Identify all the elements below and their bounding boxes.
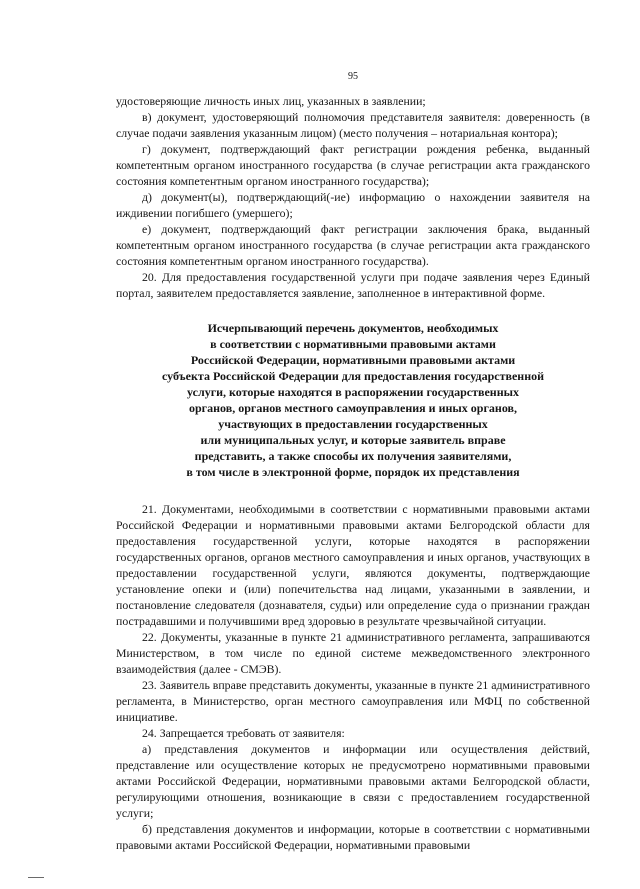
paragraph: 24. Запрещается требовать от заявителя: bbox=[142, 726, 345, 740]
heading-line: услуги, которые находятся в распоряжении государственных bbox=[187, 385, 519, 399]
heading-line: в соответствии с нормативными правовыми актами bbox=[210, 337, 496, 351]
paragraphs-top bbox=[116, 93, 590, 301]
paragraph: г) документ, подтверждающий факт регистрации рождения ребенка, выданный компетентным органом иностранного государства (в случае регистрации акта гражданского состояния компетентным органом иностранного государства); bbox=[116, 142, 590, 188]
paragraph: 23. Заявитель вправе представить документы, указанные в пункте 21 административного регламента, в Министерство, орган местного самоуправления или МФЦ по собственной инициативе. bbox=[116, 678, 590, 724]
heading-line: органов, органов местного самоуправления и иных органов, bbox=[188, 401, 518, 415]
heading-line: в том числе в электронной форме, порядок их представления bbox=[186, 465, 520, 479]
paragraph: 20. Для предоставления государственной услуги при подаче заявления через Единый портал, заявителем предоставляется заявление, заполненное в интерактивной форме. bbox=[116, 270, 590, 300]
heading-line: субъекта Российской Федерации для предоставления государственной bbox=[161, 369, 545, 383]
paragraph: б) представления документов и информации, которые в соответствии с нормативными правовыми актами Российской Федерации, нормативными правовыми bbox=[116, 822, 590, 852]
heading-line: Исчерпывающий перечень документов, необходимых bbox=[207, 321, 499, 335]
scan-mark bbox=[28, 877, 44, 878]
paragraph: 21. Документами, необходимыми в соответствии с нормативными правовыми актами Российской Федерации и нормативными правовыми актами Белгородской области для предоставления государственной услуги, которые находятся в распоряжении государственных органов, органов местного самоуправления и иных органов, участвующих в предоставлении государственной услуги, являются документы, подтверждающие установление опеки и (или) попечительства над лицами, указанными в заявлении, и постановление следователя (дознавателя, судьи) или определение суда о признании граждан пострадавшими и получившими вред здоровью в результате чрезвычайной ситуации. bbox=[116, 502, 590, 628]
heading-line: или муниципальных услуг, и которые заявитель вправе bbox=[200, 433, 506, 447]
paragraph: в) документ, удостоверяющий полномочия представителя заявителя: доверенность (в случае подачи заявления указанным лицом) (место получения – нотариальная контора); bbox=[116, 110, 590, 140]
page-number: 95 bbox=[348, 71, 358, 82]
heading-line: Российской Федерации, нормативными правовыми актами bbox=[190, 353, 516, 367]
section-heading bbox=[116, 320, 590, 480]
paragraph: а) представления документов и информации или осуществления действий, представление или осуществление которых не предусмотрено нормативными правовыми актами Российской Федерации, нормативными правовыми актами Белгородской области, регулирующими отношения, возникающие в связи с предоставлением государственной услуги; bbox=[116, 742, 590, 820]
paragraph: 22. Документы, указанные в пункте 21 административного регламента, запрашиваются Министерством, в том числе по единой системе межведомственного электронного взаимодействия (далее - СМЭВ). bbox=[116, 630, 590, 676]
paragraph: удостоверяющие личность иных лиц, указанных в заявлении; bbox=[116, 94, 426, 108]
paragraph: е) документ, подтверждающий факт регистрации заключения брака, выданный компетентным органом иностранного государства (в случае регистрации акта гражданского состояния компетентным органом иностранного государства). bbox=[116, 222, 590, 268]
heading-line: представить, а также способы их получения заявителями, bbox=[194, 449, 512, 463]
paragraphs-bottom bbox=[116, 501, 590, 853]
paragraph: д) документ(ы), подтверждающий(-ие) информацию о нахождении заявителя на иждивении погибшего (умершего); bbox=[116, 190, 590, 220]
heading-line: участвующих в предоставлении государственных bbox=[218, 417, 488, 431]
